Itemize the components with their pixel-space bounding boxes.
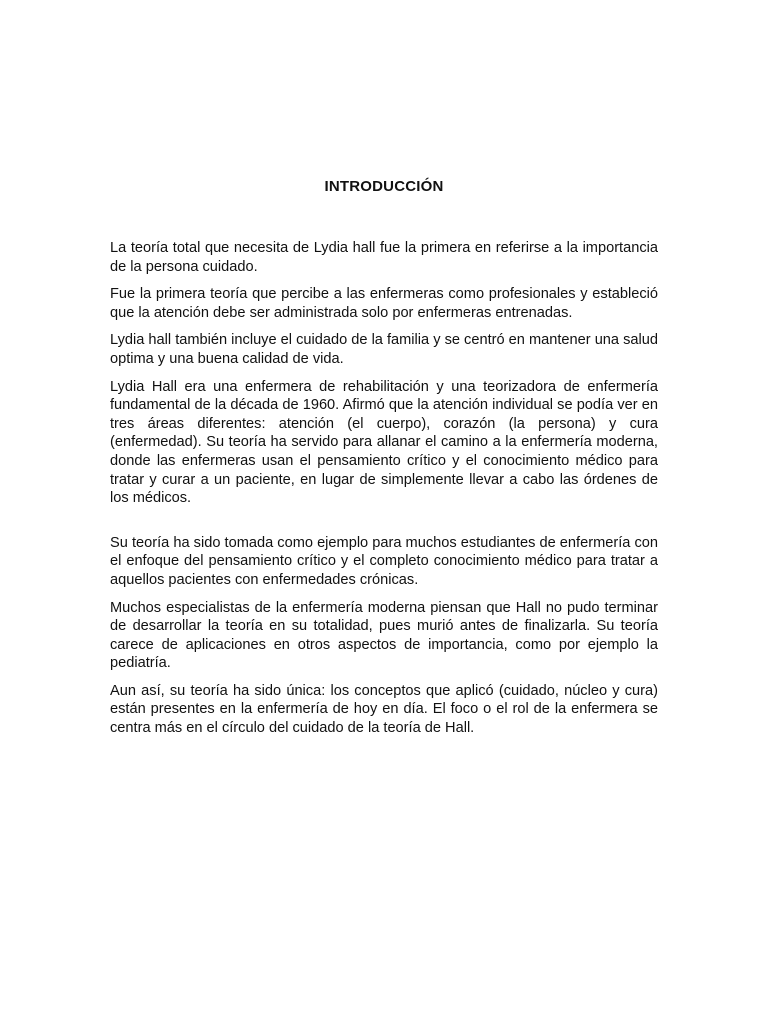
paragraph: Lydia hall también incluye el cuidado de la familia y se centró en mantener una salud optima y una buena calidad de vida.	[110, 332, 658, 367]
document-body	[110, 239, 658, 747]
paragraph: Su teoría ha sido tomada como ejemplo para muchos estudiantes de enfermería con el enfoque del pensamiento crítico y el completo conocimiento médico para tratar a aquellos pacientes con enfermedades crónicas.	[110, 534, 658, 588]
paragraph: Aun así, su teoría ha sido única: los conceptos que aplicó (cuidado, núcleo y cura) están presentes en la enfermería de hoy en día. El foco o el rol de la enfermera se centra más en el círculo del cuidado de la teoría de Hall.	[110, 682, 658, 737]
paragraph: La teoría total que necesita de Lydia hall fue la primera en referirse a la importancia de la persona cuidado.	[110, 240, 658, 275]
document-title: INTRODUCCIÓN	[324, 178, 444, 195]
paragraph: Lydia Hall era una enfermera de rehabilitación y una teorizadora de enfermería fundamental de la década de 1960. Afirmó que la atención individual se podía ver en tres áreas diferentes: atención (el cuerpo), corazón (la persona) y cura (enfermedad). Su teoría ha servido para allanar el camino a la enfermería moderna, donde las enfermeras usan el pensamiento crítico y el conocimiento médico para tratar y curar a un paciente, en lugar de simplemente llevar a cabo las órdenes de los médicos.	[110, 378, 658, 507]
paragraph: Muchos especialistas de la enfermería moderna piensan que Hall no pudo terminar de desarrollar la teoría en su totalidad, pues murió antes de finalizarla. Su teoría carece de aplicaciones en otros aspectos de importancia, como por ejemplo la pediatría.	[110, 599, 658, 672]
paragraph: Fue la primera teoría que percibe a las enfermeras como profesionales y estableció que la atención debe ser administrada solo por enfermeras entrenadas.	[110, 286, 658, 321]
